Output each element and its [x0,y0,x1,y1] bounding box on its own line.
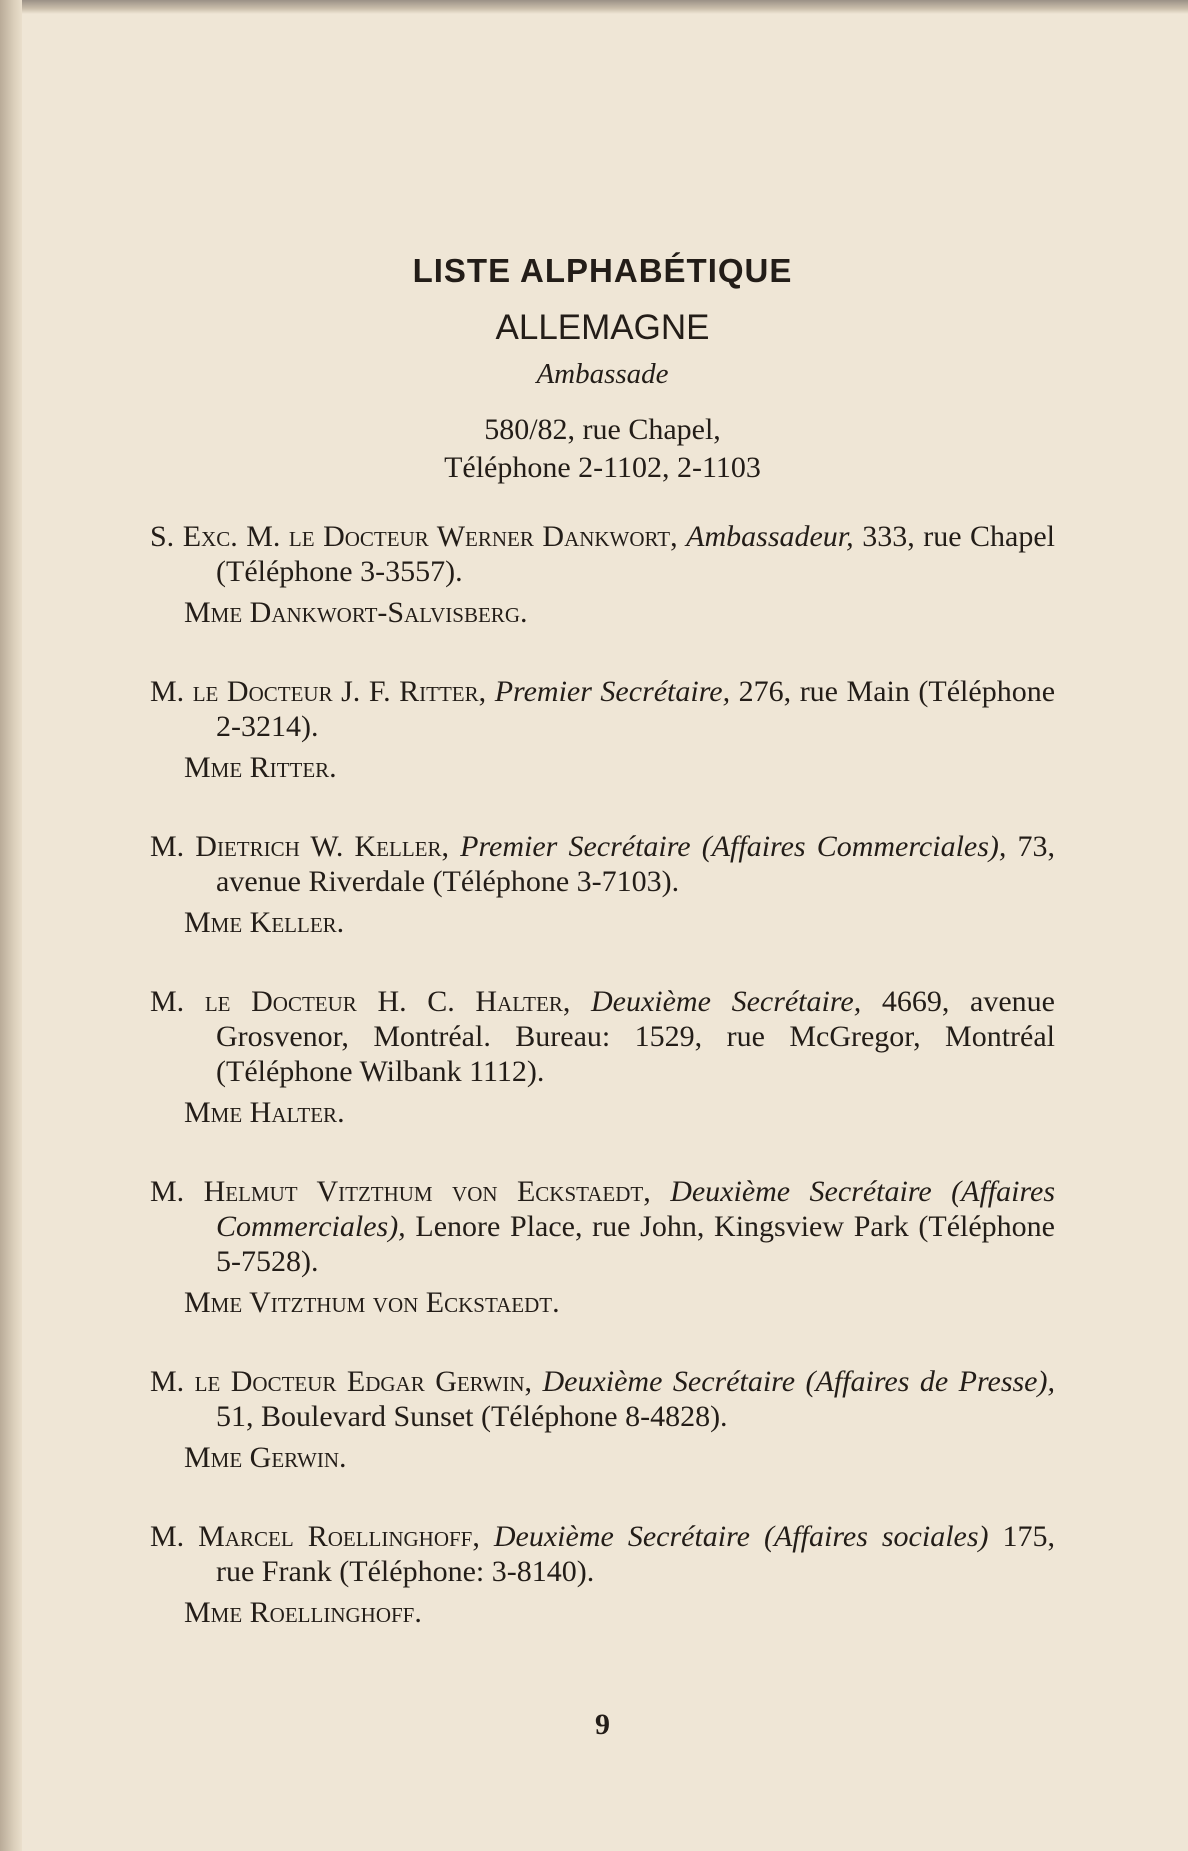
entry-spouse: Mme Dankwort-Salvisberg. [184,596,528,629]
book-spine-shadow [0,0,22,1851]
mission-type: Ambassade [536,358,669,390]
list-item [150,519,1055,630]
entry-spouse: Mme Ritter. [184,751,337,784]
entry-title: Deuxième Secrétaire (Affaires Commerciales), [216,1175,1055,1243]
entry-details: 51, Boulevard Sunset (Téléphone 8-4828). [216,1400,728,1433]
entry-main [150,1519,1055,1589]
list-item [150,984,1055,1130]
entry-spouse: Mme Halter. [184,1096,345,1129]
entry-details: 276, rue Main (Téléphone 2-3214). [216,675,1056,743]
entry-title: Deuxième Secrétaire (Affaires de Presse), [542,1365,1055,1398]
entries-list [150,519,1055,1630]
embassy-address [150,411,1055,487]
entry-details: 73, avenue Riverdale (Téléphone 3-7103). [216,830,1056,898]
page-number: 9 [595,1708,610,1741]
entry-spouse: Mme Roellinghoff. [184,1596,422,1629]
entry-name: M. le Docteur Edgar Gerwin, [150,1365,533,1398]
address-phone: Téléphone 2-1102, 2-1103 [444,451,761,484]
entry-spouse: Mme Vitzthum von Eckstaedt. [184,1286,560,1319]
list-item [150,1174,1055,1320]
entry-title: Premier Secrétaire (Affaires Commerciales), [460,830,1007,863]
entry-details: 4669, avenue Grosvenor, Montréal. Bureau: 1529, rue McGregor, Montréal (Téléphone Wilbank 1112). [216,985,1055,1088]
list-item [150,1519,1055,1630]
list-item [150,829,1055,940]
entry-spouse: Mme Keller. [184,906,345,939]
entry-name: M. le Docteur J. F. Ritter, [150,675,487,708]
entry-title: Deuxième Secrétaire (Affaires sociales) [493,1520,989,1553]
address-street: 580/82, rue Chapel, [484,413,721,446]
entry-main [150,1364,1055,1434]
country-heading: ALLEMAGNE [495,308,710,347]
list-item [150,674,1055,785]
entry-details: 333, rue Chapel (Téléphone 3-3557). [216,520,1056,588]
entry-title: Deuxième Secrétaire, [590,985,862,1018]
entry-main [150,1174,1055,1279]
entry-title: Premier Secrétaire, [494,675,731,708]
list-item [150,1364,1055,1475]
entry-title: Ambassadeur, [686,520,854,553]
entry-name: S. Exc. M. le Docteur Werner Dankwort, [150,520,678,553]
entry-main [150,829,1055,899]
entry-main [150,984,1055,1089]
entry-spouse: Mme Gerwin. [184,1441,347,1474]
document-page [150,240,1055,1740]
list-title: LISTE ALPHABÉTIQUE [412,252,793,289]
entry-details: 175, rue Frank (Téléphone: 3-8140). [216,1520,1056,1588]
entry-name: M. Helmut Vitzthum von Eckstaedt, [150,1175,651,1208]
page-top-edge [0,0,1188,14]
entry-main [150,674,1055,744]
entry-name: M. Marcel Roellinghoff, [150,1520,480,1553]
entry-details: Lenore Place, rue John, Kingsview Park (Téléphone 5-7528). [216,1210,1055,1278]
entry-name: M. Dietrich W. Keller, [150,830,450,863]
entry-main [150,519,1055,589]
entry-name: M. le Docteur H. C. Halter, [150,985,571,1018]
